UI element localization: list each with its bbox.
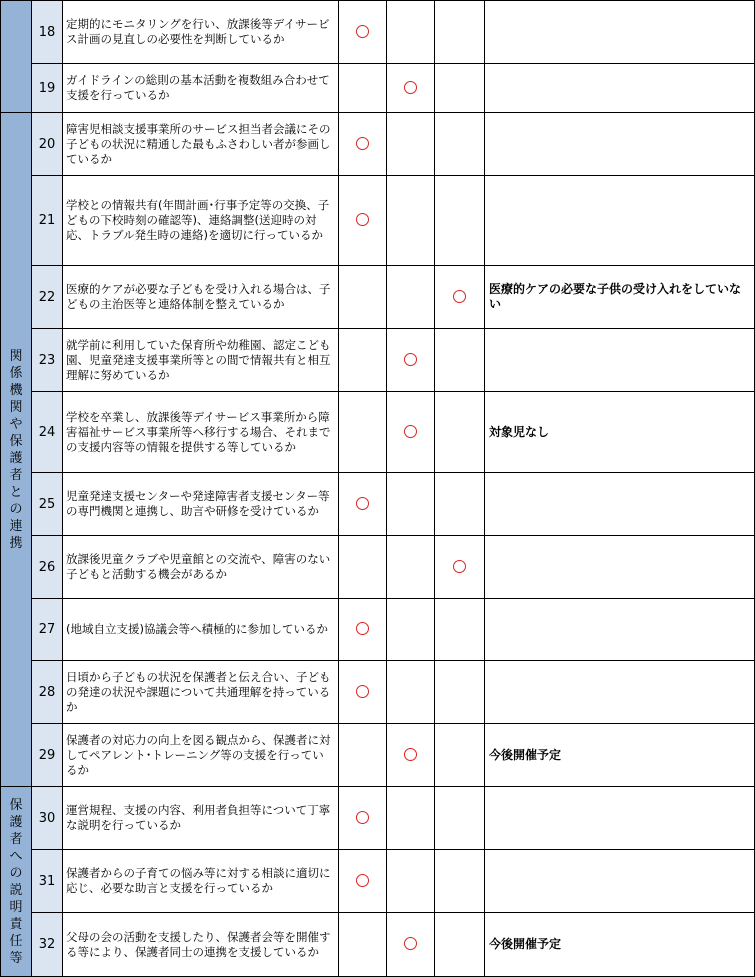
question-text: (地域自立支援)協議会等へ積極的に参加しているか: [63, 599, 339, 661]
answer-cell-yes: [339, 850, 387, 913]
question-text: 運営規程、支援の内容、利用者負担等について丁寧な説明を行っているか: [63, 787, 339, 850]
table-row: [1, 850, 755, 913]
answer-cell-neutral: [387, 329, 435, 392]
question-text: 学校を卒業し、放課後等デイサービス事業所から障害福祉サービス事業所等へ移行する場合、それまでの支援内容等の情報を提供する等しているか: [63, 392, 339, 473]
answer-cell-neutral: [387, 913, 435, 977]
note-cell: [485, 176, 755, 266]
item-number: 30: [32, 787, 63, 850]
item-number: 19: [32, 64, 63, 113]
question-text: 父母の会の活動を支援したり、保護者会等を開催する等により、保護者同士の連携を支援しているか: [63, 913, 339, 977]
table-row: [1, 787, 755, 850]
note-cell: [485, 473, 755, 536]
answer-cell-neutral: [387, 64, 435, 113]
table-row: [1, 266, 755, 329]
answer-cell-no: [435, 392, 485, 473]
answer-cell-neutral: [387, 787, 435, 850]
answer-cell-yes: [339, 473, 387, 536]
answer-cell-yes: [339, 599, 387, 661]
note-cell: [485, 850, 755, 913]
table-row: [1, 113, 755, 176]
red-circle-icon: [356, 497, 369, 510]
item-number: 21: [32, 176, 63, 266]
question-text: 保護者からの子育ての悩み等に対する相談に適切に応じ、必要な助言と支援を行っているか: [63, 850, 339, 913]
category-label: 関係機関や保護者との連携: [9, 348, 23, 551]
answer-cell-no: [435, 266, 485, 329]
red-circle-icon: [404, 81, 417, 94]
question-text: 日頃から子どもの状況を保護者と伝え合い、子どもの発達の状況や課題について共通理解を持っているか: [63, 661, 339, 724]
answer-cell-yes: [339, 661, 387, 724]
answer-cell-neutral: [387, 599, 435, 661]
answer-cell-yes: [339, 176, 387, 266]
table-row: [1, 64, 755, 113]
red-circle-icon: [356, 622, 369, 635]
item-number: 26: [32, 536, 63, 599]
category-cell: [1, 1, 32, 113]
answer-cell-no: [435, 176, 485, 266]
red-circle-icon: [404, 748, 417, 761]
answer-cell-no: [435, 661, 485, 724]
note-cell: [485, 787, 755, 850]
item-number: 27: [32, 599, 63, 661]
answer-cell-neutral: [387, 176, 435, 266]
answer-cell-no: [435, 473, 485, 536]
answer-cell-no: [435, 64, 485, 113]
answer-cell-yes: [339, 724, 387, 787]
note-cell: [485, 64, 755, 113]
answer-cell-neutral: [387, 724, 435, 787]
note-cell: 医療的ケアの必要な子供の受け入れをしていない: [485, 266, 755, 329]
question-text: 就学前に利用していた保育所や幼稚園、認定こども園、児童発達支援事業所等との間で情報共有と相互理解に努めているか: [63, 329, 339, 392]
table-row: [1, 329, 755, 392]
question-text: ガイドラインの総則の基本活動を複数組み合わせて支援を行っているか: [63, 64, 339, 113]
question-text: 児童発達支援センターや発達障害者支援センター等の専門機関と連携し、助言や研修を受けているか: [63, 473, 339, 536]
item-number: 32: [32, 913, 63, 977]
answer-cell-no: [435, 599, 485, 661]
red-circle-icon: [356, 685, 369, 698]
answer-cell-neutral: [387, 661, 435, 724]
answer-cell-neutral: [387, 1, 435, 64]
answer-cell-no: [435, 536, 485, 599]
question-text: 障害児相談支援事業所のサービス担当者会議にその子どもの状況に精通した最もふさわしい者が参画しているか: [63, 113, 339, 176]
answer-cell-yes: [339, 113, 387, 176]
answer-cell-yes: [339, 536, 387, 599]
answer-cell-no: [435, 724, 485, 787]
answer-cell-neutral: [387, 266, 435, 329]
answer-cell-yes: [339, 392, 387, 473]
table-row: [1, 473, 755, 536]
table-row: [1, 599, 755, 661]
item-number: 22: [32, 266, 63, 329]
red-circle-icon: [356, 874, 369, 887]
red-circle-icon: [404, 353, 417, 366]
red-circle-icon: [453, 560, 466, 573]
item-number: 28: [32, 661, 63, 724]
answer-cell-yes: [339, 787, 387, 850]
note-cell: 今後開催予定: [485, 913, 755, 977]
answer-cell-yes: [339, 913, 387, 977]
red-circle-icon: [453, 290, 466, 303]
item-number: 20: [32, 113, 63, 176]
red-circle-icon: [356, 213, 369, 226]
category-cell: [1, 113, 32, 787]
answer-cell-neutral: [387, 850, 435, 913]
question-text: 保護者の対応力の向上を図る観点から、保護者に対してペアレント･トレーニング等の支援を行っているか: [63, 724, 339, 787]
answer-cell-no: [435, 913, 485, 977]
table-row: [1, 1, 755, 64]
answer-cell-no: [435, 329, 485, 392]
note-cell: [485, 113, 755, 176]
table-row: [1, 176, 755, 266]
note-cell: 対象児なし: [485, 392, 755, 473]
note-cell: [485, 329, 755, 392]
question-text: 医療的ケアが必要な子どもを受け入れる場合は、子どもの主治医等と連絡体制を整えているか: [63, 266, 339, 329]
answer-cell-neutral: [387, 392, 435, 473]
item-number: 24: [32, 392, 63, 473]
red-circle-icon: [356, 25, 369, 38]
table-row: [1, 536, 755, 599]
category-cell: [1, 787, 32, 977]
red-circle-icon: [356, 137, 369, 150]
table-row: [1, 661, 755, 724]
item-number: 23: [32, 329, 63, 392]
note-cell: [485, 536, 755, 599]
answer-cell-no: [435, 113, 485, 176]
note-cell: [485, 1, 755, 64]
table-row: [1, 724, 755, 787]
question-text: 学校との情報共有(年間計画･行事予定等の交換、子どもの下校時刻の確認等)、連絡調整(送迎時の対応、トラブル発生時の連絡)を適切に行っているか: [63, 176, 339, 266]
category-label: 保護者への説明責任等: [9, 797, 23, 966]
item-number: 31: [32, 850, 63, 913]
answer-cell-neutral: [387, 536, 435, 599]
answer-cell-yes: [339, 1, 387, 64]
note-cell: [485, 599, 755, 661]
answer-cell-yes: [339, 329, 387, 392]
answer-cell-neutral: [387, 473, 435, 536]
note-cell: [485, 661, 755, 724]
answer-cell-yes: [339, 266, 387, 329]
item-number: 18: [32, 1, 63, 64]
question-text: 放課後児童クラブや児童館との交流や、障害のない子どもと活動する機会があるか: [63, 536, 339, 599]
answer-cell-no: [435, 850, 485, 913]
note-cell: 今後開催予定: [485, 724, 755, 787]
answer-cell-neutral: [387, 113, 435, 176]
red-circle-icon: [404, 425, 417, 438]
red-circle-icon: [404, 937, 417, 950]
item-number: 25: [32, 473, 63, 536]
answer-cell-no: [435, 787, 485, 850]
table-row: [1, 913, 755, 977]
item-number: 29: [32, 724, 63, 787]
question-text: 定期的にモニタリングを行い、放課後等デイサービス計画の見直しの必要性を判断しているか: [63, 1, 339, 64]
red-circle-icon: [356, 811, 369, 824]
table-row: [1, 392, 755, 473]
answer-cell-no: [435, 1, 485, 64]
answer-cell-yes: [339, 64, 387, 113]
